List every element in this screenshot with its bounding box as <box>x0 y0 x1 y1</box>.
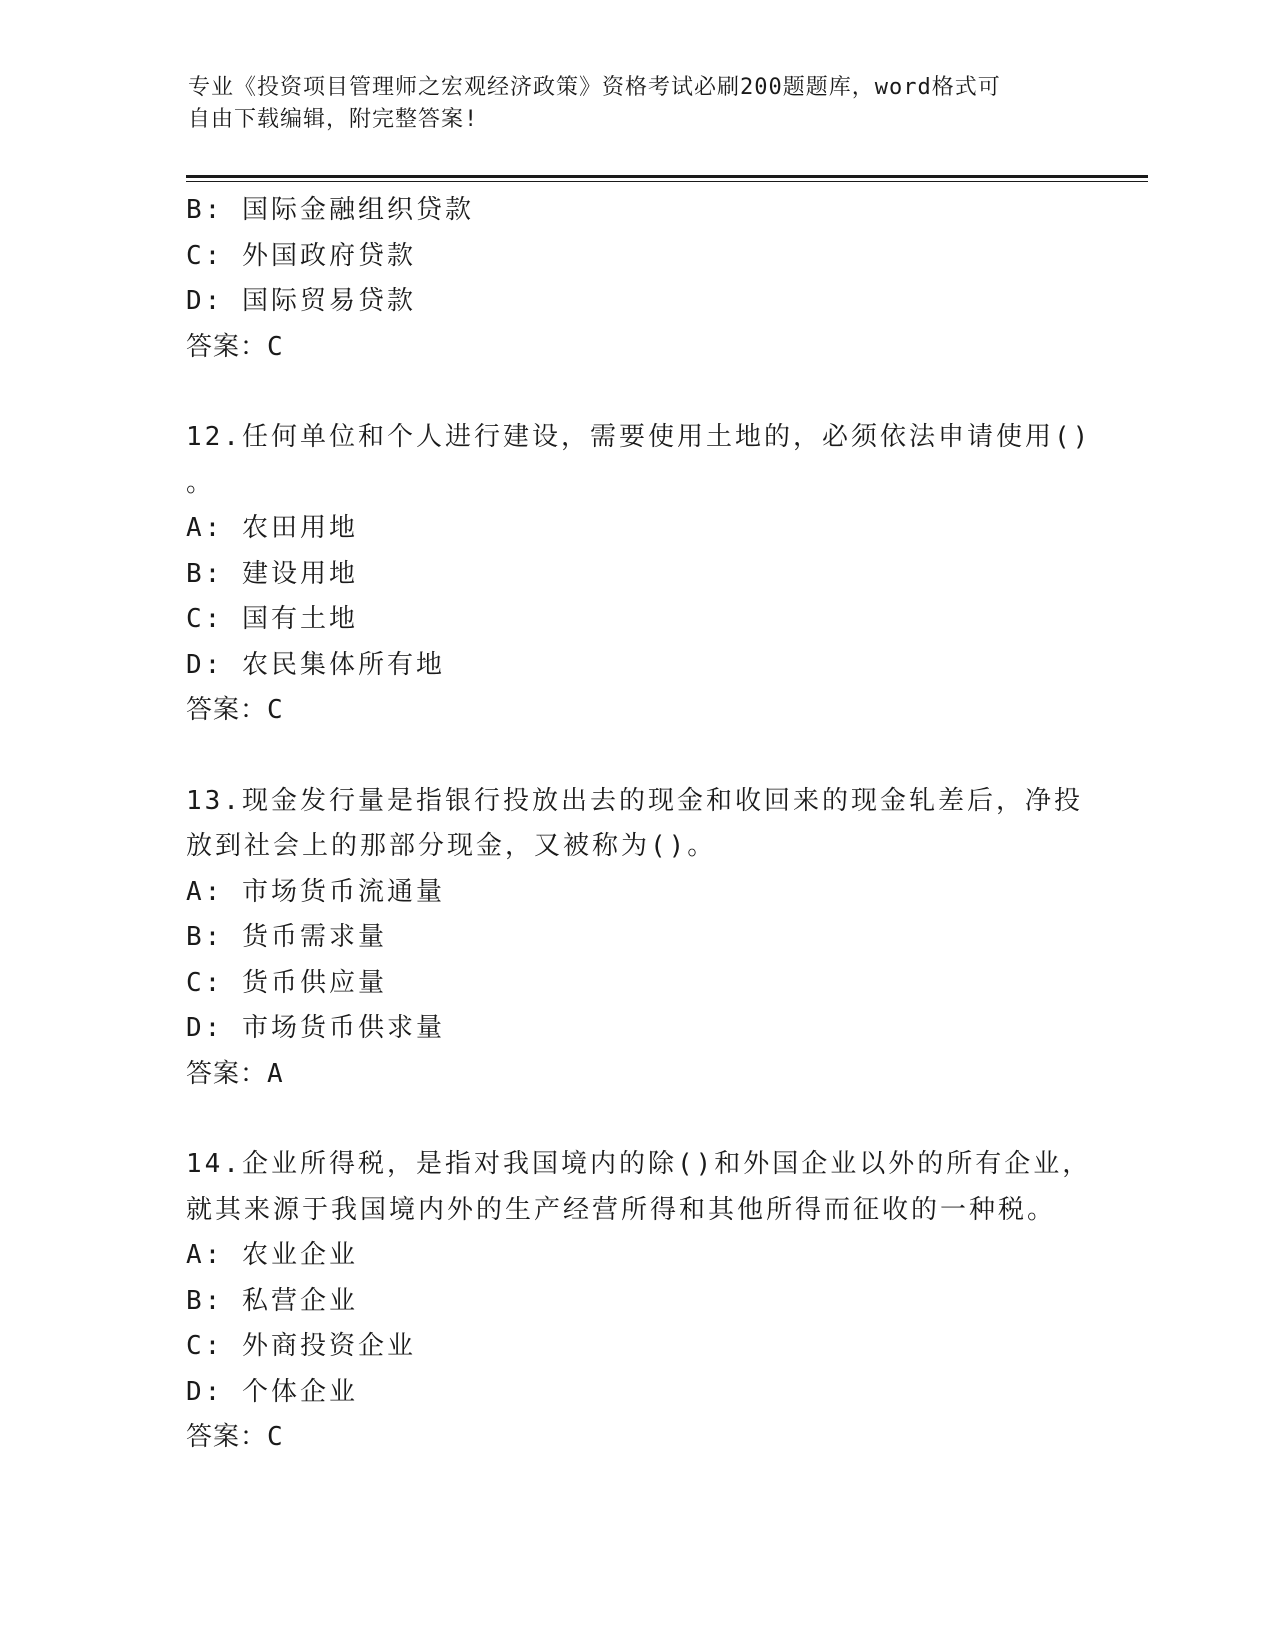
answer-label: 答案： <box>186 331 268 362</box>
question-text-continued: 放到社会上的那部分现金，又被称为()。 <box>186 831 717 861</box>
option-b: B: 私营企业 <box>186 1285 358 1316</box>
question-content <box>186 188 1092 1461</box>
option-b: B: 货币需求量 <box>186 922 387 952</box>
answer-line <box>186 1052 1086 1098</box>
option-a: A: 市场货币流通量 <box>186 876 445 907</box>
answer-label: 答案： <box>186 1058 268 1089</box>
answer-line <box>186 325 1086 371</box>
option-c: C: 货币供应量 <box>186 967 387 998</box>
option-c: C: 外国政府贷款 <box>186 240 416 271</box>
answer-line <box>186 1415 1086 1461</box>
option-d: D: 国际贸易贷款 <box>186 286 416 316</box>
header-line-1: 专业《投资项目管理师之宏观经济政策》资格考试必刷200题题库，word格式可 <box>188 75 1001 100</box>
question-14 <box>186 1142 1092 1461</box>
question-11-continued <box>186 188 1086 370</box>
answer-label: 答案： <box>186 695 268 725</box>
option-c: C: 国有土地 <box>186 604 358 634</box>
option-a: A: 农业企业 <box>186 1240 358 1270</box>
option-c: C: 外商投资企业 <box>186 1331 416 1361</box>
question-12 <box>186 415 1092 734</box>
option-b: B: 建设用地 <box>186 558 358 589</box>
question-text: 14.企业所得税，是指对我国境内的除()和外国企业以外的所有企业， <box>186 1149 1092 1179</box>
question-text: 13.现金发行量是指银行投放出去的现金和收回来的现金轧差后，净投 <box>186 785 1083 816</box>
answer-line <box>186 688 1086 734</box>
answer-value: A <box>267 1058 284 1089</box>
answer-value: C <box>267 695 284 725</box>
question-text: 12.任何单位和个人进行建设，需要使用土地的，必须依法申请使用() <box>186 422 1092 452</box>
option-d: D: 农民集体所有地 <box>186 649 445 680</box>
header-divider-thick <box>186 175 1148 178</box>
question-text-continued: 就其来源于我国境内外的生产经营所得和其他所得而征收的一种税。 <box>186 1194 1057 1225</box>
answer-label: 答案： <box>186 1422 268 1452</box>
document-header <box>188 72 1068 136</box>
option-b: B: 国际金融组织贷款 <box>186 195 474 225</box>
option-d: D: 个体企业 <box>186 1376 358 1407</box>
question-13 <box>186 779 1086 1098</box>
question-text-continued: 。 <box>186 467 216 498</box>
answer-value: C <box>267 331 284 362</box>
header-line-2: 自由下载编辑，附完整答案! <box>188 107 479 132</box>
option-a: A: 农田用地 <box>186 513 358 543</box>
answer-value: C <box>267 1422 284 1452</box>
header-divider-thin <box>186 181 1148 182</box>
option-d: D: 市场货币供求量 <box>186 1013 445 1043</box>
